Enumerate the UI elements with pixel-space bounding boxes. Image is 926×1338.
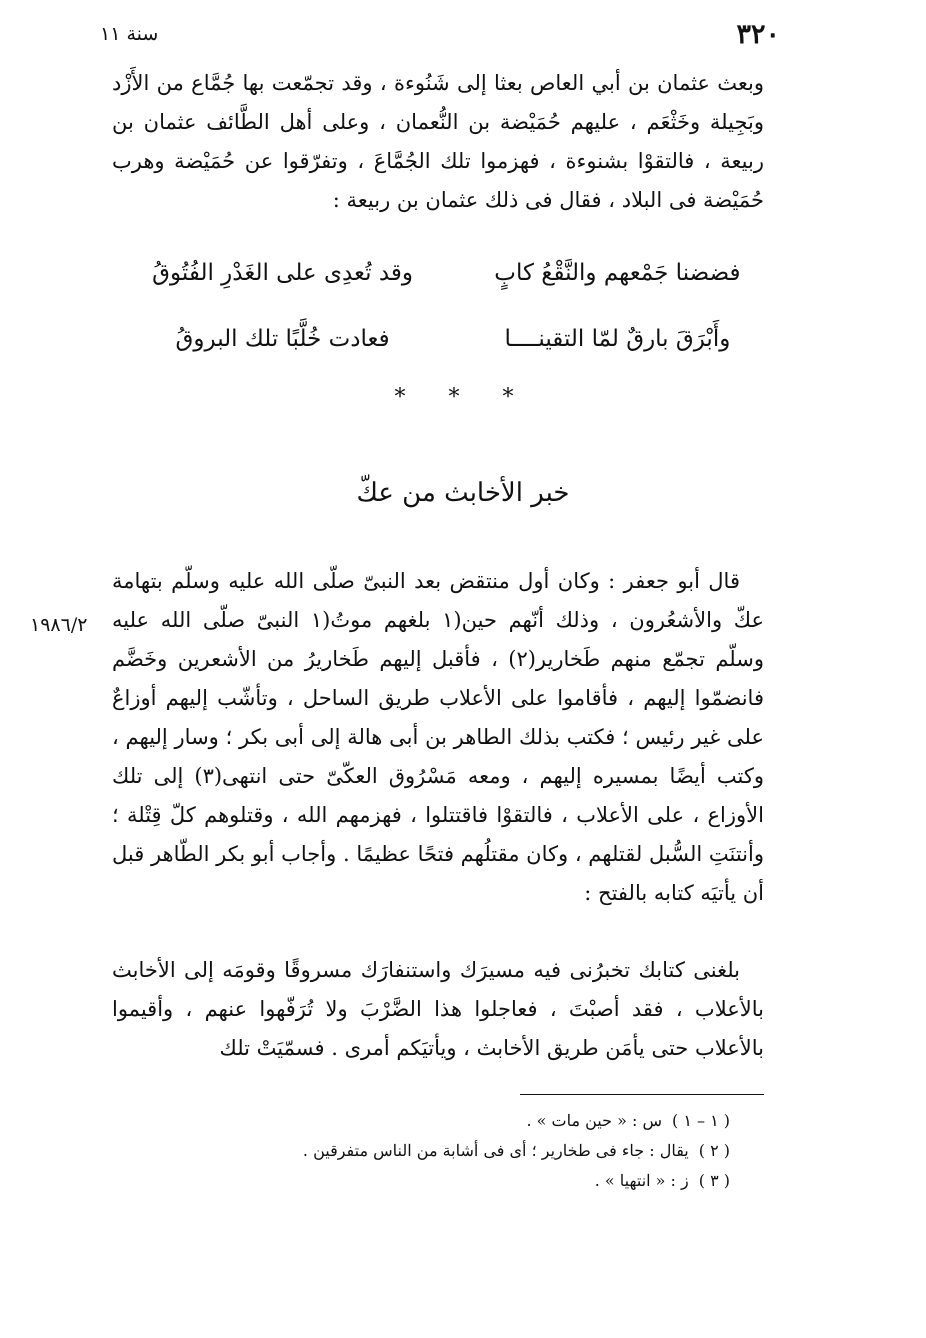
margin-reference: ١٩٨٦/٢ (30, 614, 88, 636)
hemistich-first: وأَبْرَقَ بارقٌ لمّا التقينــــا (504, 326, 731, 352)
section-separator: * * * (394, 385, 532, 410)
verse-1 (140, 240, 760, 306)
intro-paragraph: وبعث عثمان بن أبي العاص بعثا إلى شَنُوءة ، وقد تجمّعت بها جُمَّاع من الأَزْد وبَجِيلة وخَثْعَم ، عليهم حُمَيْضة بن النُّعمان ، وعلى أهل الطَّائف عثمان بن ربيعة ، فالتقوْا بشنوءة ، فهزموا تلك الجُمَّاعَ ، وتفرّقوا عن حُمَيْضة وهرب حُمَيْضة فى البلاد ، فقال فى ذلك عثمان بن ربيعة : (112, 71, 764, 212)
hemistich-second: فعادت خُلَّبًا تلك البروقُ (175, 326, 390, 352)
footnote-rule (520, 1094, 764, 1095)
footnote-mark: ( ١ – ١ ) (671, 1111, 730, 1130)
footnote-mark: ( ٢ ) (698, 1141, 730, 1160)
footnote (250, 1136, 730, 1166)
verse-2 (140, 306, 760, 372)
footnote-text: ز : « انتهيا » . (594, 1171, 689, 1190)
footnote (250, 1106, 730, 1136)
letter-paragraph: بلغنى كتابك تخبرُنى فيه مسيرَك واستنفارَك مسروقًا وقومَه إلى الأخابث بالأعلاب ، فقد أصبْتَ ، فعاجلوا هذا الضَّرْبَ ولا تُرَفّهوا عنهم ، وأقيموا بالأعلاب حتى يأمَن طريق الأخابث ، ويأتيَكم أمرى . فسمّيَتْ تلك (112, 958, 764, 1060)
footnotes (250, 1106, 730, 1196)
hemistich-first: فضضنا جَمْعهم والنَّقْعُ كابٍ (494, 260, 741, 286)
section-title: خبر الأخابث من عكّ (356, 478, 570, 508)
main-paragraph: قال أبو جعفر : وكان أول منتقض بعد النبىّ صلّى الله عليه وسلّم بتهامة عكّ والأشعُرون ، وذلك أنّهم حين(١ بلغهم موتُ(١ النبىّ صلّى الله عليه وسلّم تجمّع منهم طَخارير(٢) ، فأقبل إليهم طَخاريرُ من الأشعرين وخَضَّم فانضمّوا إليهم ، فأقاموا على الأعلاب طريق الساحل ، وتأشّب إليهم أوزاعٌ على غير رئيس ؛ فكتب بذلك الطاهر بن أبى هالة إلى أبى بكر ؛ وسار إليهم ، وكتب أيضًا بمسيره إليهم ، ومعه مَسْرُوق العكّىّ حتى انتهى(٣) إلى تلك الأوزاع ، على الأعلاب ، فالتقوْا فاقتتلوا ، فهزمهم الله ، وقتلوهم كلّ قِتْلة ؛ وأنتنَتِ السُّبل لقتلهم ، وكان مقتلُهم فتحًا عظيمًا . وأجاب أبو بكر الطّاهر قبل أن يأتيَه كتابه بالفتح : (112, 569, 764, 905)
footnote (250, 1166, 730, 1196)
page-number: ٣٢٠ (736, 18, 780, 50)
footnote-text: س : « حين مات » . (526, 1111, 662, 1130)
running-head (100, 14, 780, 54)
year-label: سنة ١١ (100, 23, 159, 45)
poem (140, 240, 760, 372)
hemistich-second: وقد تُعدِى على الغَدْرِ الفُتُوقُ (152, 260, 414, 286)
footnote-mark: ( ٣ ) (698, 1171, 730, 1190)
footnote-text: يقال : جاء فى طخارير ؛ أى فى أشابة من الناس متفرقين . (302, 1141, 689, 1160)
